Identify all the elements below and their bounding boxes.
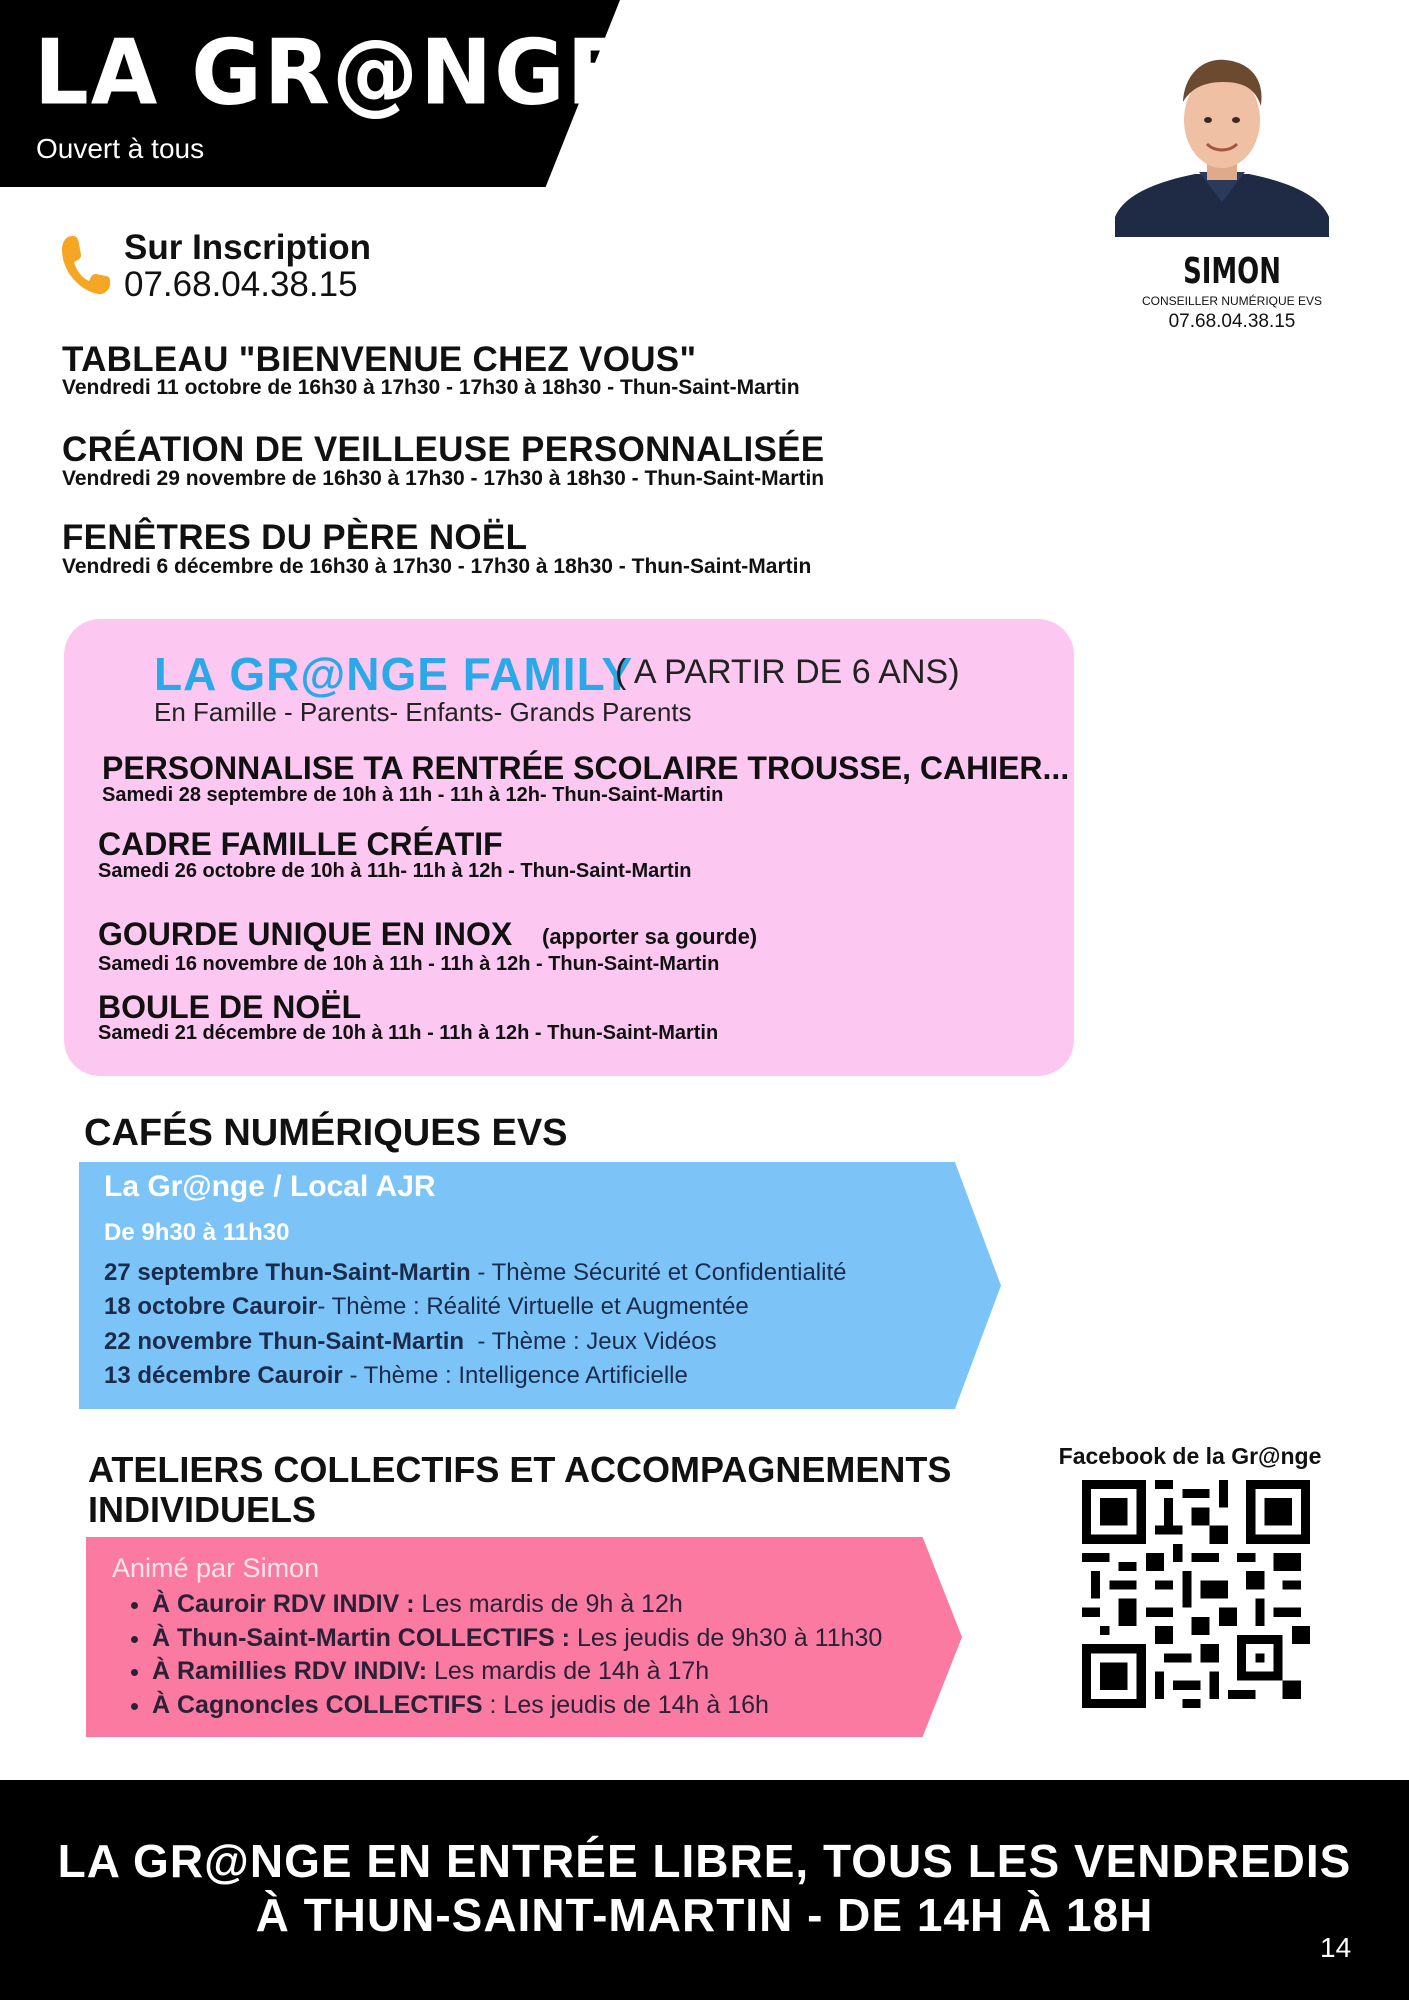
cafe-session: 27 septembre Thun-Saint-Martin - Thème Sécurité et Confidentialité (104, 1259, 847, 1286)
list-item: • À Thun-Saint-Martin COLLECTIFS : Les jeudis de 9h30 à 11h30 (152, 1622, 882, 1656)
facebook-qr-code[interactable] (1082, 1480, 1310, 1708)
registration-phone[interactable]: 07.68.04.38.15 (124, 265, 358, 304)
family-activity-title: CADRE FAMILLE CRÉATIF (98, 826, 503, 862)
event-details: Vendredi 6 décembre de 16h30 à 17h30 - 17h30 à 18h30 - Thun-Saint-Martin (62, 555, 812, 578)
advisor-phone[interactable]: 07.68.04.38.15 (1168, 311, 1296, 332)
registration-title: Sur Inscription (124, 228, 371, 267)
event-title: FENÊTRES DU PÈRE NOËL (62, 518, 528, 557)
advisor-role: CONSEILLER NUMÉRIQUE EVS (1141, 294, 1323, 308)
cafe-session: 18 octobre Cauroir- Thème : Réalité Virtuelle et Augmentée (104, 1293, 749, 1320)
page-number: 14 (1320, 1932, 1352, 1963)
event-title: TABLEAU "BIENVENUE CHEZ VOUS" (62, 340, 697, 379)
cafe-session: 22 novembre Thun-Saint-Martin - Thème : Jeux Vidéos (104, 1328, 717, 1355)
cafes-heading: CAFÉS NUMÉRIQUES EVS (84, 1112, 568, 1154)
family-activity-title: GOURDE UNIQUE EN INOX (98, 916, 513, 952)
event-details: Vendredi 11 octobre de 16h30 à 17h30 - 17h30 à 18h30 - Thun-Saint-Martin (62, 376, 800, 399)
cafes-location: La Gr@nge / Local AJR (104, 1170, 436, 1203)
list-item: • À Cagnoncles COLLECTIFS : Les jeudis de 14h à 16h (152, 1689, 882, 1723)
family-activity-details: Samedi 26 octobre de 10h à 11h- 11h à 12h - Thun-Saint-Martin (98, 860, 692, 882)
family-activity-details: Samedi 21 décembre de 10h à 11h - 11h à 12h - Thun-Saint-Martin (98, 1022, 719, 1044)
ateliers-list (118, 1588, 882, 1722)
advisor-name: SIMON (1183, 251, 1281, 292)
family-activity-title: PERSONNALISE TA RENTRÉE SCOLAIRE TROUSSE, CAHIER... (102, 750, 1070, 786)
ateliers-animator: Animé par Simon (112, 1553, 320, 1583)
tagline: Ouvert à tous (36, 133, 205, 164)
family-activity-details: Samedi 16 novembre de 10h à 11h - 11h à 12h - Thun-Saint-Martin (98, 953, 720, 975)
family-age: ( A PARTIR DE 6 ANS) (615, 653, 960, 691)
family-title: LA GR@NGE FAMILY (154, 648, 634, 700)
family-activity-details: Samedi 28 septembre de 10h à 11h - 11h à 12h- Thun-Saint-Martin (102, 784, 724, 806)
list-item: • À Cauroir RDV INDIV : Les mardis de 9h à 12h (152, 1588, 882, 1622)
family-subtitle: En Famille - Parents- Enfants- Grands Parents (154, 697, 692, 727)
phone-icon (58, 232, 114, 298)
cafes-time: De 9h30 à 11h30 (104, 1219, 290, 1246)
family-activity-title: BOULE DE NOËL (98, 989, 362, 1025)
advisor-photo (1115, 42, 1329, 237)
footer-text-line1: LA GR@NGE EN ENTRÉE LIBRE, TOUS LES VENDREDIS (57, 1835, 1352, 1887)
list-item: • À Ramillies RDV INDIV: Les mardis de 14h à 17h (152, 1655, 882, 1689)
family-activity-note: (apporter sa gourde) (542, 924, 758, 949)
qr-title: Facebook de la Gr@nge (1058, 1443, 1322, 1469)
footer-text-line2: À THUN-SAINT-MARTIN - DE 14H À 18H (255, 1889, 1154, 1941)
event-title: CRÉATION DE VEILLEUSE PERSONNALISÉE (62, 430, 825, 469)
event-details: Vendredi 29 novembre de 16h30 à 17h30 - 17h30 à 18h30 - Thun-Saint-Martin (62, 467, 825, 490)
cafe-session: 13 décembre Cauroir - Thème : Intelligence Artificielle (104, 1362, 688, 1389)
ateliers-heading: ATELIERS COLLECTIFS ET ACCOMPAGNEMENTS INDIVIDUELS (88, 1449, 952, 1530)
brand-logo: LA GR@NGE (34, 20, 628, 126)
